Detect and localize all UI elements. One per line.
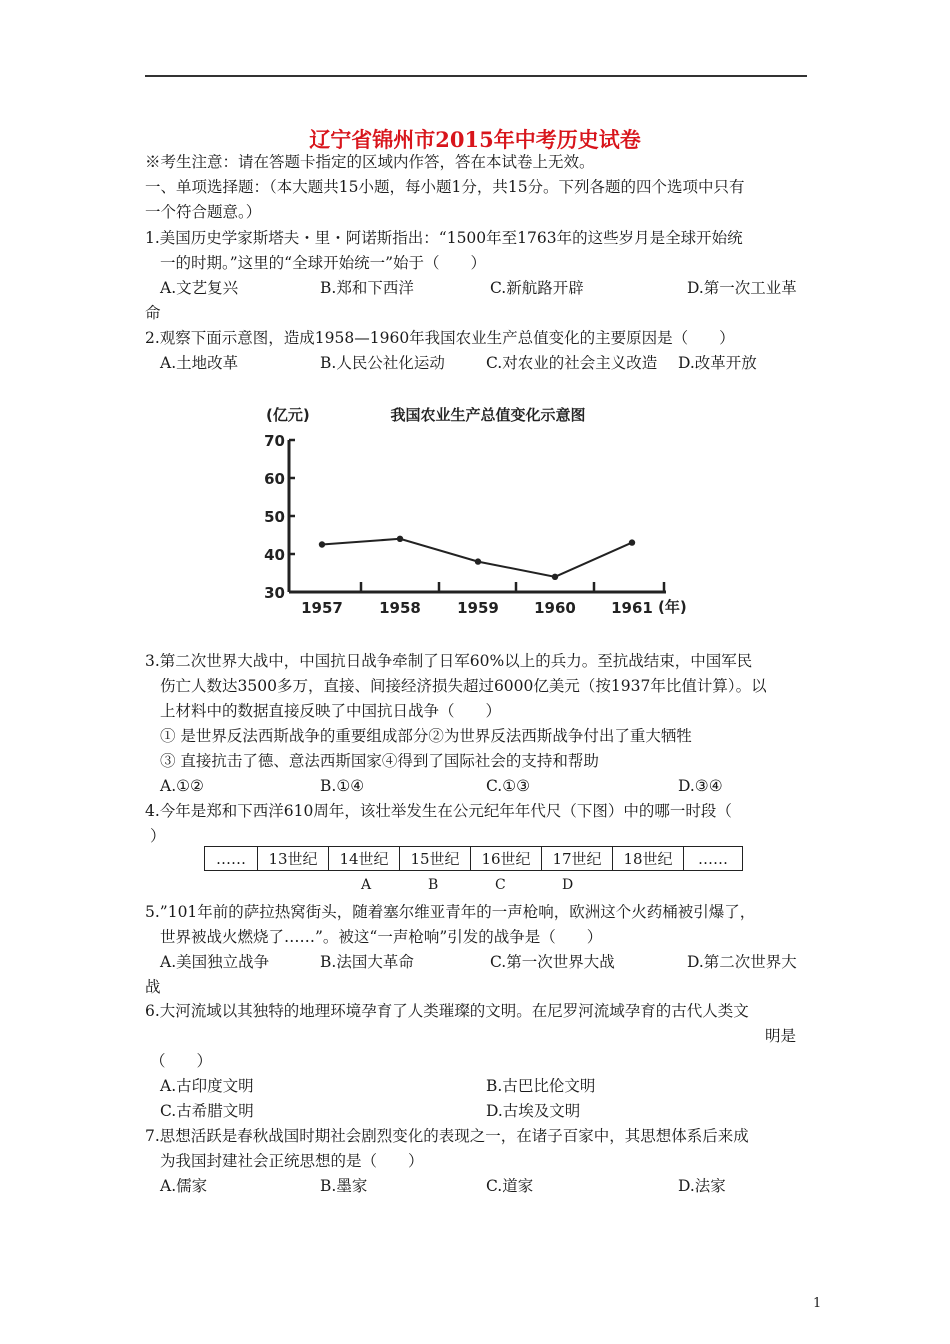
data-point xyxy=(397,536,403,542)
x-tick-label: 1957 xyxy=(301,599,343,617)
q1-option-c[interactable]: C.新航路开辟 xyxy=(490,279,584,297)
question-3-statements-1: ① 是世界反法西斯战争的重要组成部分②为世界反法西斯战争付出了重大牺牲 xyxy=(160,727,692,745)
q1-option-a[interactable]: A.文艺复兴 xyxy=(160,279,239,297)
q2-option-a[interactable]: A.土地改革 xyxy=(160,354,239,372)
q5-option-c[interactable]: C.第一次世界大战 xyxy=(490,953,615,971)
timeline-cell: 13世纪 xyxy=(258,847,329,871)
q7-option-d[interactable]: D.法家 xyxy=(678,1177,726,1195)
q6-option-b[interactable]: B.古巴比伦文明 xyxy=(486,1077,596,1095)
q5-option-d-cont: 战 xyxy=(145,978,161,996)
data-point xyxy=(629,539,635,545)
q5-option-d[interactable]: D.第二次世界大 xyxy=(687,953,797,971)
q6-option-a[interactable]: A.古印度文明 xyxy=(160,1077,254,1095)
timeline-cell: 15世纪 xyxy=(400,847,471,871)
question-6-stem-cont: 明是 xyxy=(765,1027,797,1045)
q6-option-c[interactable]: C.古希腊文明 xyxy=(160,1102,254,1120)
q7-option-b[interactable]: B.墨家 xyxy=(320,1177,368,1195)
question-6-stem: 6.大河流域以其独特的地理环境孕育了人类璀璨的文明。在尼罗河流域孕育的古代人类文 xyxy=(145,1002,749,1020)
y-axis-label: (亿元) xyxy=(266,406,310,424)
question-4-stem: 4.今年是郑和下西洋610周年，该壮举发生在公元纪年年代尺（下图）中的哪一时段（ xyxy=(145,802,732,820)
question-1-stem-cont: 一的时期。”这里的“全球开始统一”始于（ ） xyxy=(160,254,487,272)
header-rule xyxy=(145,75,807,77)
question-3-stem-cont: 伤亡人数达3500多万，直接、间接经济损失超过6000亿美元（按1937年比值计算）。以 xyxy=(160,677,767,695)
question-7-stem-cont: 为我国封建社会正统思想的是（ ） xyxy=(160,1152,424,1170)
x-tick-label: 1961 xyxy=(611,599,653,617)
timeline-cell: 16世纪 xyxy=(471,847,542,871)
q2-option-c[interactable]: C.对农业的社会主义改造 xyxy=(486,354,658,372)
question-7-stem: 7.思想活跃是春秋战国时期社会剧烈变化的表现之一，在诸子百家中，其思想体系后来成 xyxy=(145,1127,749,1145)
question-3-stem-cont2: 上材料中的数据直接反映了中国抗日战争（ ） xyxy=(160,702,502,720)
y-tick-label: 40 xyxy=(264,546,285,564)
timeline-cell: …… xyxy=(205,847,258,871)
question-5-stem-cont: 世界被战火燃烧了……”。被这“一声枪响”引发的战争是（ ） xyxy=(160,928,603,946)
timeline-cell: 18世纪 xyxy=(613,847,684,871)
y-tick-label: 60 xyxy=(264,470,285,488)
question-4-stem-cont: ） xyxy=(150,827,166,845)
chart-title: 我国农业生产总值变化示意图 xyxy=(390,406,586,424)
q2-option-b[interactable]: B.人民公社化运动 xyxy=(320,354,445,372)
timeline-label-b: B xyxy=(428,877,439,893)
x-tick-label: 1958 xyxy=(379,599,421,617)
question-5-stem: 5.”101年前的萨拉热窝街头，随着塞尔维亚青年的一声枪响，欧洲这个火药桶被引爆了， xyxy=(145,903,756,921)
agri-output-chart xyxy=(258,398,698,623)
question-6-blank: （ ） xyxy=(150,1052,213,1070)
x-tick-label: 1960 xyxy=(534,599,576,617)
timeline-cell: …… xyxy=(684,847,743,871)
century-timeline xyxy=(204,846,743,871)
x-axis-label: (年) xyxy=(658,598,687,616)
q2-option-d[interactable]: D.改革开放 xyxy=(678,354,757,372)
q3-option-d[interactable]: D.③④ xyxy=(678,777,723,795)
y-tick-label: 70 xyxy=(264,432,285,450)
question-1-stem: 1.美国历史学家斯塔夫・里・阿诺斯指出：“1500年至1763年的这些岁月是全球开始统 xyxy=(145,229,743,247)
question-3-statements-2: ③ 直接抗击了德、意法西斯国家④得到了国际社会的支持和帮助 xyxy=(160,752,599,770)
y-tick-label: 50 xyxy=(264,508,285,526)
section-instructions: 一、单项选择题：（本大题共15小题，每小题1分，共15分。下列各题的四个选项中只有 xyxy=(145,178,745,196)
data-point xyxy=(552,574,558,580)
q5-option-a[interactable]: A.美国独立战争 xyxy=(160,953,270,971)
q7-option-a[interactable]: A.儒家 xyxy=(160,1177,208,1195)
timeline-label-c: C xyxy=(495,877,506,893)
series-line xyxy=(322,539,632,577)
q5-option-b[interactable]: B.法国大革命 xyxy=(320,953,414,971)
timeline-cell: 17世纪 xyxy=(542,847,613,871)
timeline-label-d: D xyxy=(562,877,574,893)
question-3-stem: 3.第二次世界大战中，中国抗日战争牵制了日军60%以上的兵力。至抗战结束，中国军民 xyxy=(145,652,753,670)
page-title: 辽宁省锦州市2015年中考历史试卷 xyxy=(309,127,641,152)
q3-option-b[interactable]: B.①④ xyxy=(320,777,365,795)
q6-option-d[interactable]: D.古埃及文明 xyxy=(486,1102,581,1120)
q3-option-a[interactable]: A.①② xyxy=(160,777,204,795)
y-tick-label: 30 xyxy=(264,584,285,602)
exam-notice: ※考生注意：请在答题卡指定的区域内作答，答在本试卷上无效。 xyxy=(145,153,595,171)
q1-option-d[interactable]: D.第一次工业革 xyxy=(687,279,797,297)
question-2-stem: 2.观察下面示意图，造成1958—1960年我国农业生产总值变化的主要原因是（ ） xyxy=(145,329,735,347)
x-tick-label: 1959 xyxy=(457,599,499,617)
q3-option-c[interactable]: C.①③ xyxy=(486,777,531,795)
timeline-cell: 14世纪 xyxy=(329,847,400,871)
page-number: 1 xyxy=(813,1296,822,1311)
q7-option-c[interactable]: C.道家 xyxy=(486,1177,534,1195)
timeline-label-a: A xyxy=(361,877,372,893)
data-point xyxy=(475,558,481,564)
data-point xyxy=(319,541,325,547)
section-instructions-cont: 一个符合题意。） xyxy=(145,203,262,221)
q1-option-d-cont: 命 xyxy=(145,304,161,322)
q1-option-b[interactable]: B.郑和下西洋 xyxy=(320,279,414,297)
